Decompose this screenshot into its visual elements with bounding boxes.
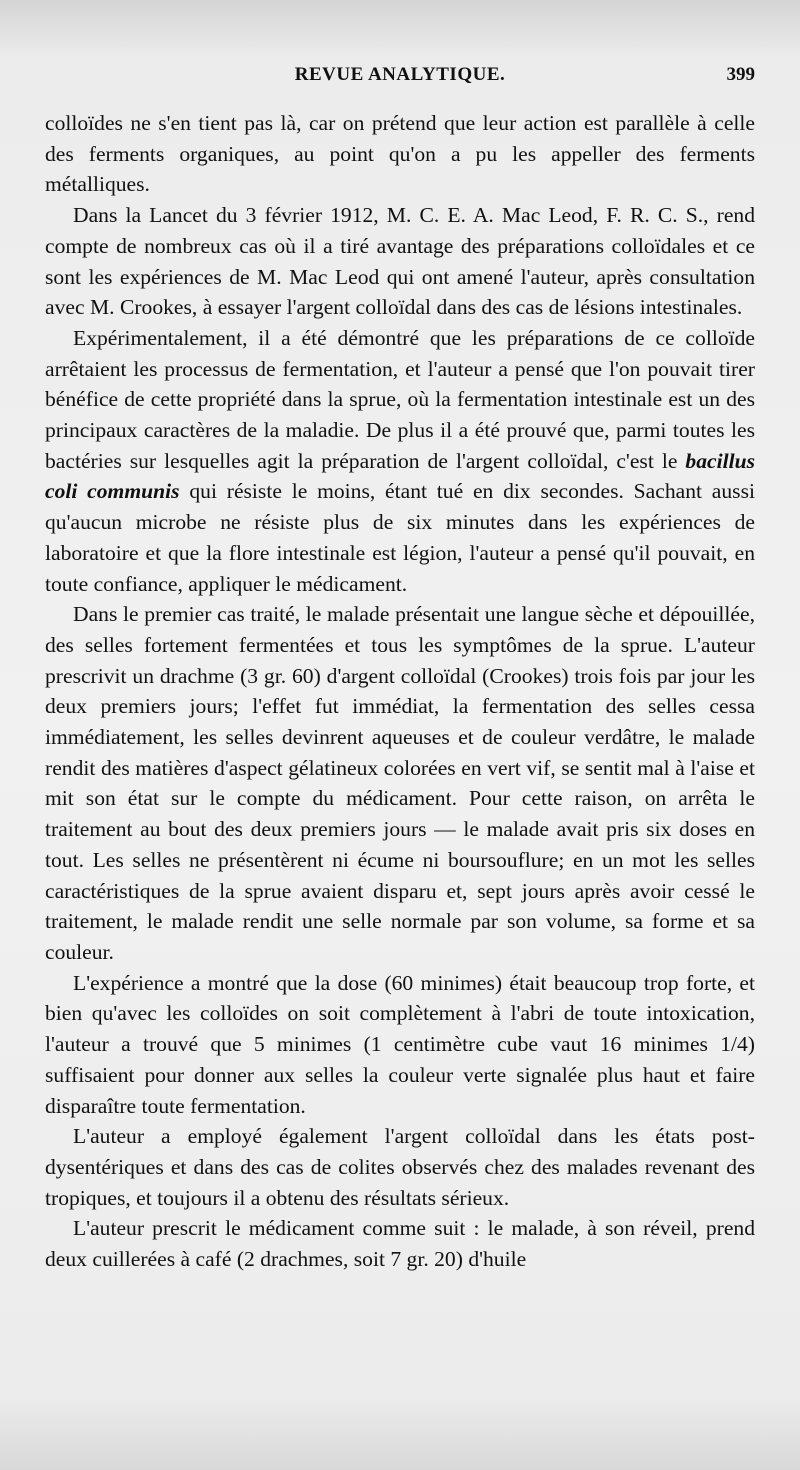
- page-header: [45, 64, 755, 94]
- page-number: 399: [726, 64, 755, 85]
- paragraph-6: L'auteur a employé également l'argent colloïdal dans les états post-dysentériques et dans des cas de colites observés chez des malades revenant des tropiques, et toujours il a obtenu des résultats sérieux.: [45, 1124, 755, 1210]
- paragraph-5: L'expérience a montré que la dose (60 minimes) était beaucoup trop forte, et bien qu'avec les colloïdes on soit complètement à l'abri de toute intoxication, l'auteur a trouvé que 5 minimes (1 centimètre cube vaut 16 minimes 1/4) suffisaient pour donner aux selles la couleur verte signalée plus haut et faire disparaître toute fermentation.: [45, 970, 755, 1118]
- paragraph-3-text-before: Expérimentalement, il a été démontré que les préparations de ce colloïde arrêtaient les processus de fermentation, et l'auteur a pensé que l'on pouvait tirer bénéfice de cette propriété dans la sprue, où la fermentation intestinale est un des principaux caractères de la maladie. De plus il a été prouvé que, parmi toutes les bactéries sur lesquelles agit la préparation de l'argent colloïdal, c'est le: [45, 325, 755, 473]
- paragraph-3-text-after: qui résiste le moins, étant tué en dix secondes. Sachant aussi qu'aucun microbe ne résiste plus de six minutes dans les expériences de laboratoire et que la flore intestinale est légion, l'auteur a pensé qu'il pouvait, en toute confiance, appliquer le médicament.: [45, 479, 755, 596]
- running-title: REVUE ANALYTIQUE.: [294, 64, 506, 85]
- species-name: bacillus coli communis: [45, 448, 755, 504]
- paragraph-3: [45, 323, 755, 599]
- paragraph-1: colloïdes ne s'en tient pas là, car on prétend que leur action est parallèle à celle des ferments organiques, au point qu'on a pu les appeller des ferments métalliques.: [45, 111, 755, 197]
- paragraph-4: Dans le premier cas traité, le malade présentait une langue sèche et dépouillée, des selles fortement fermentées et tous les symptômes de la sprue. L'auteur prescrivit un drachme (3 gr. 60) d'argent colloïdal (Crookes) trois fois par jour les deux premiers jours; l'effet fut immédiat, la fermentation des selles cessa immédiatement, les selles devinrent aqueuses et de couleur verdâtre, le malade rendit des matières d'aspect gélatineux colorées en vert vif, se sentit mal à l'aise et mit son état sur le compte du médicament. Pour cette raison, on arrêta le traitement au bout des deux premiers jours — le malade avait pris six doses en tout. Les selles ne présentèrent ni écume ni boursouflure; en un mot les selles caractéristiques de la sprue avaient disparu et, sept jours après avoir cessé le traitement, le malade rendit une selle normale par son volume, sa forme et sa couleur.: [45, 602, 755, 964]
- paragraph-7: L'auteur prescrit le médicament comme suit : le malade, à son réveil, prend deux cuillerées à café (2 drachmes, soit 7 gr. 20) d'huile: [45, 1216, 755, 1272]
- paragraph-2: Dans la Lancet du 3 février 1912, M. C. E. A. Mac Leod, F. R. C. S., rend compte de nombreux cas où il a tiré avantage des préparations colloïdales et ce sont les expériences de M. Mac Leod qui ont amené l'auteur, après consultation avec M. Crookes, à essayer l'argent colloïdal dans des cas de lésions intestinales.: [45, 203, 755, 320]
- body-text: [45, 108, 755, 1275]
